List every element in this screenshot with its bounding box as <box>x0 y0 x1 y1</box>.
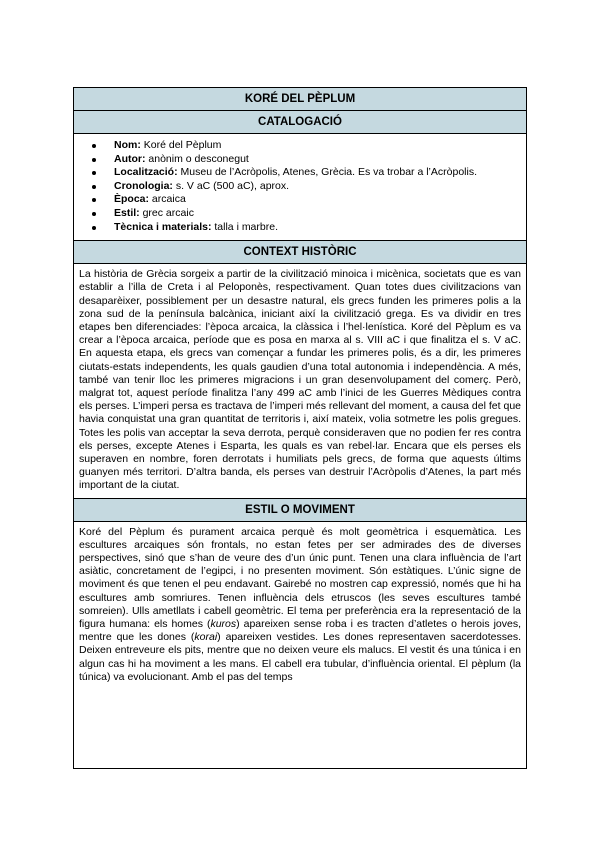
catalog-section <box>74 134 526 241</box>
catalog-list <box>74 134 526 240</box>
catalog-item-style: Estil: grec arcaic <box>108 207 526 221</box>
kuros-term: kuros <box>210 618 237 631</box>
style-paragraph: Koré del Pèplum és purament arcaica perquè és molt geomètrica i esquemàtica. Les escultures arcaiques són frontals, no estan fetes per ser admirades des de diverses perspectives, sinó que s’han de veure des d’un únic punt. Tenen una clara influència de l’art asiàtic, concretament de l’egipci, i no presenten moviment. Són estàtiques. L’únic signe de moviment és que tenen el peu endavant. Gairebé no mostren cap expressió, només que hi ha escultures amb somriures. Tenen influència dels etruscos (les seves escultures també somreien). Ulls ametllats i cabell geomètric. El tema per preferència era la representació de la figura humana: els homes (kuros) apareixen sense roba i es tracten d’atletes o herois joves, mentre que les dones (korai) apareixen vestides. Les dones representaven sacerdotesses. Deixen entreveure els pits, mentre que no deixen veure els malucs. El vestit és una túnica i en algun cas hi ha moviment a les mans. El cabell era tubular, d’influència oriental. El pèplum (la túnica) va evolucionant. Amb el pas del temps <box>79 525 521 683</box>
catalog-item-author: Autor: anònim o desconegut <box>108 153 526 167</box>
context-heading: CONTEXT HISTÒRIC <box>74 241 526 264</box>
catalog-item-technique: Tècnica i materials: talla i marbre. <box>108 221 526 235</box>
catalog-item-period: Època: arcaica <box>108 193 526 207</box>
catalog-item-name: Nom: Koré del Pèplum <box>108 139 526 153</box>
catalog-item-location: Localització: Museu de l’Acròpolis, Atenes, Grècia. Es va trobar a l’Acròpolis. <box>108 166 526 180</box>
catalog-heading: CATALOGACIÓ <box>74 111 526 134</box>
document-table <box>73 87 527 769</box>
context-section <box>74 264 526 498</box>
context-paragraph: La història de Grècia sorgeix a partir de la civilització minoica i micènica, societats que es van establir a l’illa de Creta i al Peloponès, respectivament. Quan totes dues civilitzacions van desaparèixer, possiblement per un desastre natural, els grecs funden les primeres polis a la zona sud de la península balcànica, iniciant així la civilització grega. Es va dividir en tres etapes ben diferenciades: l’època arcaica, la clàssica i l’hel·lenística. Koré del Pèplum es va crear a l’època arcaica, període que es posa en marxa al s. VIII aC i que finalitza el s. V aC. En aquesta etapa, els grecs van començar a fundar les primeres polis, és a dir, les primeres ciutats-estats independents, les quals gaudien d’una total autonomia i independència. A més, també van tenir lloc les primeres migracions i un gran desenvolupament del comerç. Però, malgrat tot, aquest període finalitza l’any 499 aC amb l’inici de les Guerres Mèdiques contra els perses. L’imperi persa es tractava de l’imperi més rellevant del moment, a causa del fet que havia conquistat una gran quantitat de territoris i, així mateix, volia sotmetre les polis gregues. Totes les polis van acceptar la seva derrota, perquè consideraven que no podien fer res contra els perses, excepte Atenes i Esparta, les quals es van rebel·lar. Encara que els perses els superaven en nombre, foren derrotats i humiliats pels grecs, de forma que aquests últims guanyen més territori. D’altra banda, els perses van destruir l’Acròpolis d’Atenes, la part més important de la ciutat. <box>79 268 521 492</box>
document-title: KORÉ DEL PÈPLUM <box>74 88 526 111</box>
style-section <box>74 522 526 768</box>
style-heading: ESTIL O MOVIMENT <box>74 499 526 522</box>
korai-term: korai <box>194 631 218 644</box>
catalog-item-chronology: Cronologia: s. V aC (500 aC), aprox. <box>108 180 526 194</box>
